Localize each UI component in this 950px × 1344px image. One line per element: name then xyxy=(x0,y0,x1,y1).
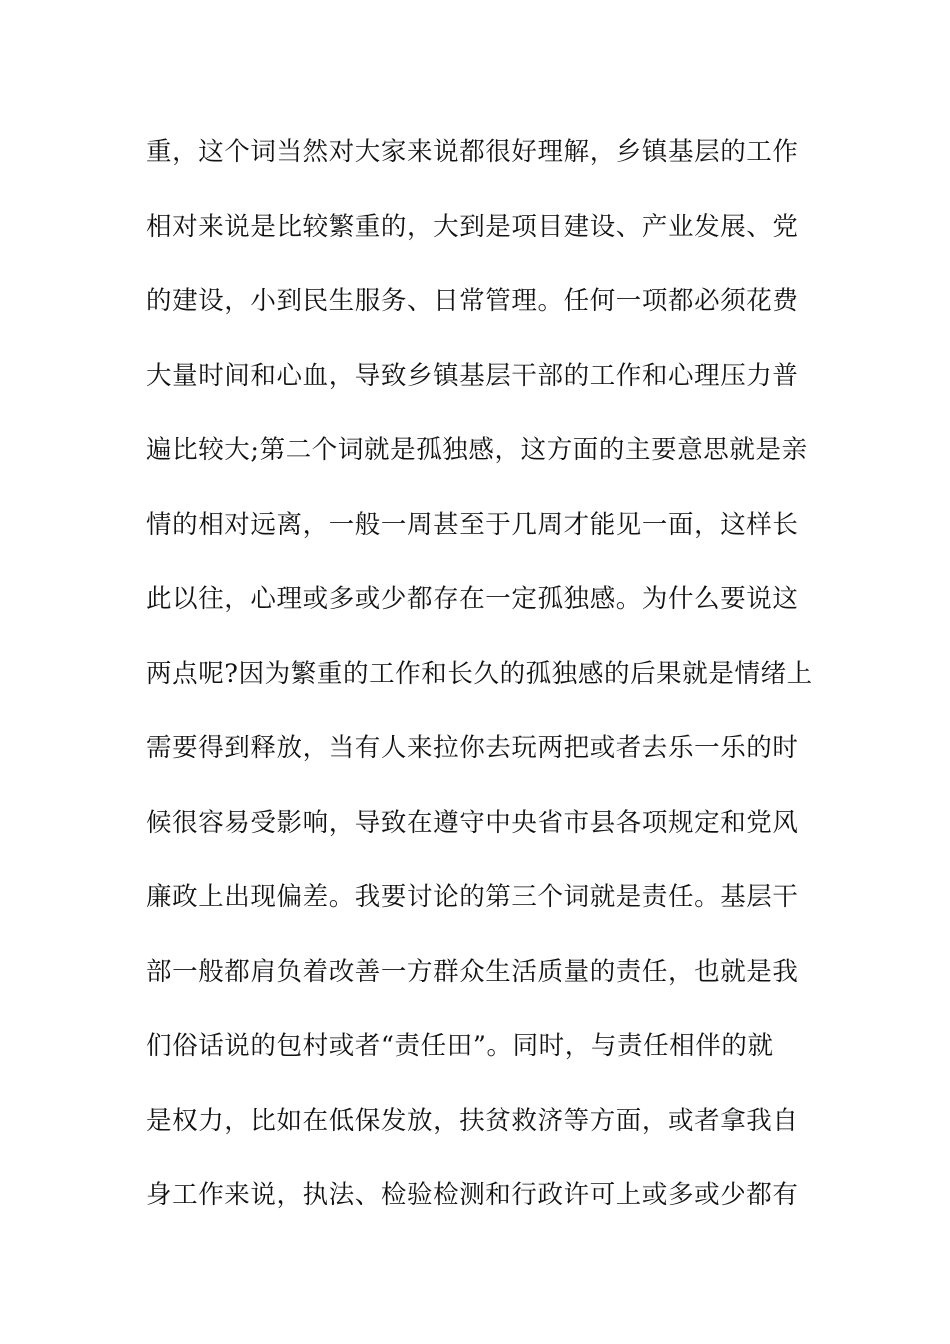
text-line-14: 是权力，比如在低保发放，扶贫救济等方面，或者拿我自 xyxy=(146,1105,799,1136)
text-line-1: 重，这个词当然对大家来说都很好理解，乡镇基层的工作 xyxy=(146,137,799,167)
text-line-10: 候很容易受影响，导致在遵守中央省市县各项规定和党风 xyxy=(146,807,799,838)
text-line-11: 廉政上出现偏差。我要讨论的第三个词就是责任。基层干 xyxy=(146,882,799,912)
body-text xyxy=(146,130,813,1248)
text-line-13: 们俗话说的包村或者“责任田”。同时，与责任相伴的就 xyxy=(146,1031,774,1061)
text-line-9: 需要得到释放，当有人来拉你去玩两把或者去乐一乐的时 xyxy=(146,733,799,763)
text-line-7: 此以往，心理或多或少都存在一定孤独感。为什么要说这 xyxy=(146,584,799,614)
text-line-15: 身工作来说，执法、检验检测和行政许可上或多或少都有 xyxy=(146,1180,799,1210)
text-line-3: 的建设，小到民生服务、日常管理。任何一项都必须花费 xyxy=(146,286,799,316)
text-line-6: 情的相对远离，一般一周甚至于几周才能见一面，这样长 xyxy=(146,509,799,540)
text-line-12: 部一般都肩负着改善一方群众生活质量的责任，也就是我 xyxy=(146,956,799,987)
text-line-8: 两点呢?因为繁重的工作和长久的孤独感的后果就是情绪上 xyxy=(146,658,813,689)
text-line-2: 相对来说是比较繁重的，大到是项目建设、产业发展、党 xyxy=(146,211,799,242)
text-line-5: 遍比较大;第二个词就是孤独感，这方面的主要意思就是亲 xyxy=(146,435,808,465)
text-line-4: 大量时间和心血，导致乡镇基层干部的工作和心理压力普 xyxy=(146,360,799,391)
